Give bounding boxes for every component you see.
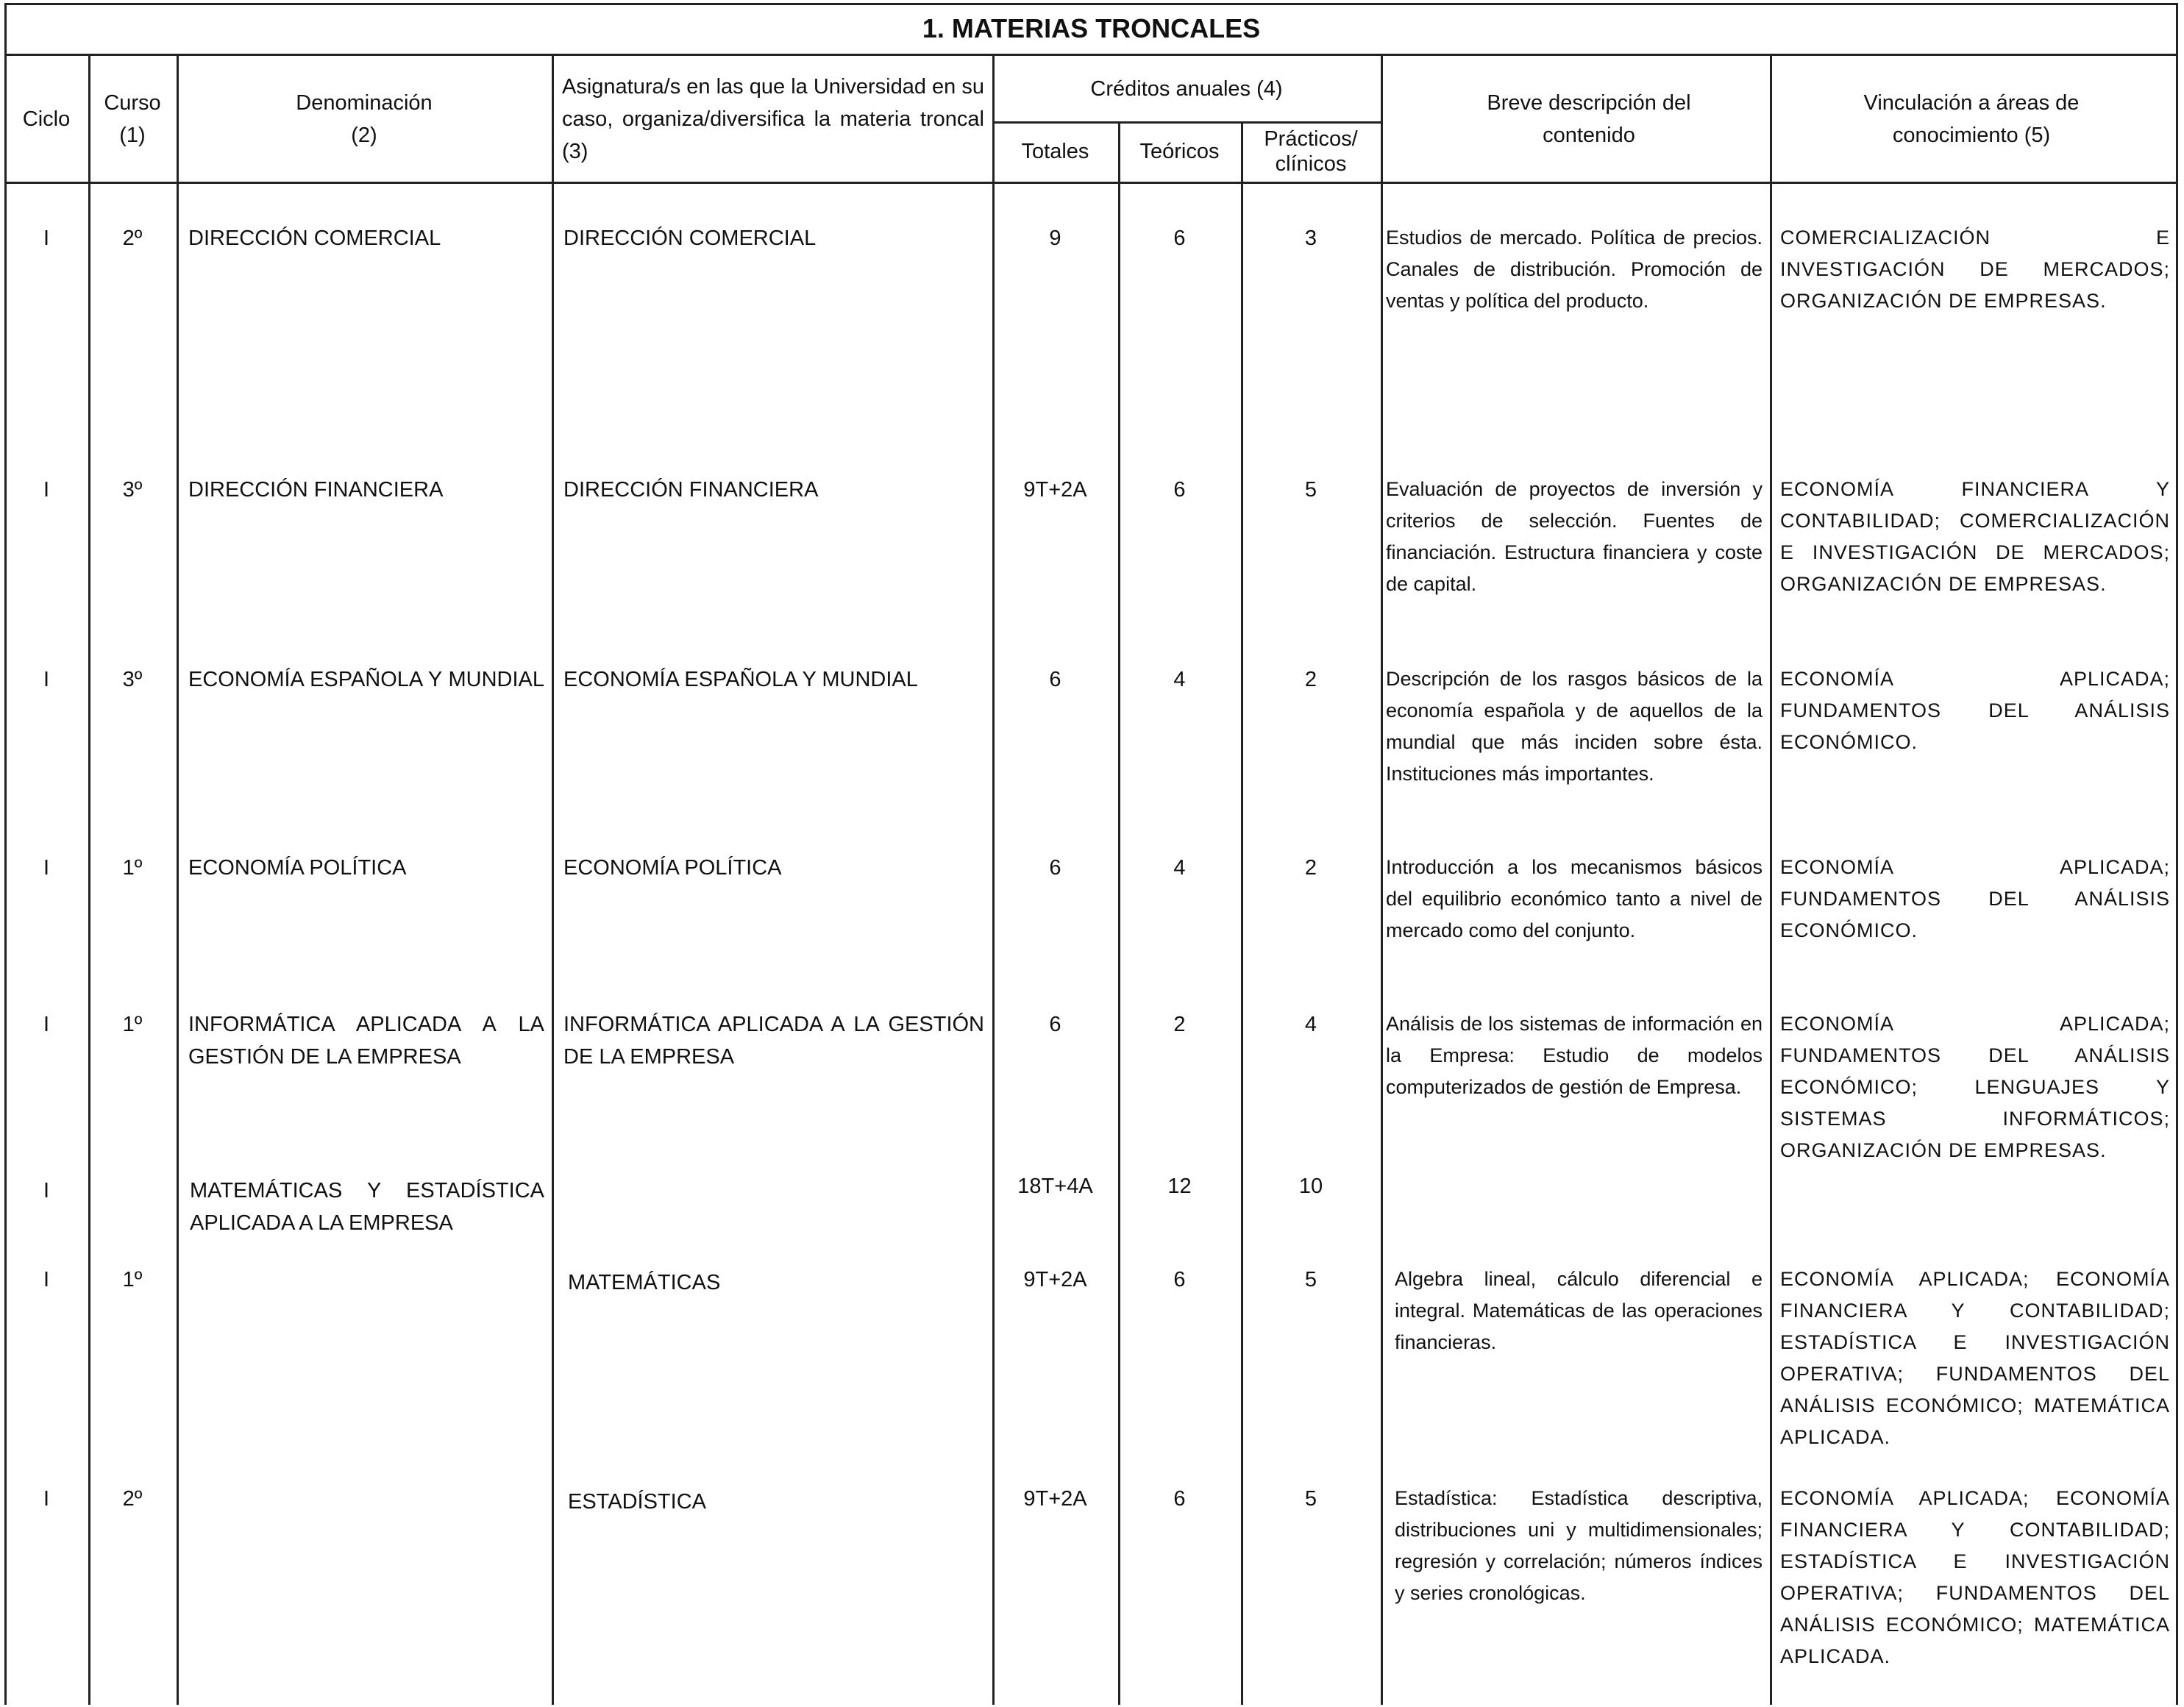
cell-vinculacion: ECONOMÍA APLICADA; ECONOMÍA FINANCIERA Y CONTABILIDAD; ESTADÍSTICA E INVESTIGACIÓN OPERATIVA; FUNDAMENTOS DEL ANÁLISIS ECONÓMICO; MATEMÁTICA APLICADA. — [1780, 1487, 2170, 1667]
cell-denominacion: ECONOMÍA ESPAÑOLA Y MUNDIAL — [188, 668, 544, 691]
cell-totales: 6 — [1049, 1013, 1061, 1036]
header-teoricos: Teóricos — [1139, 140, 1220, 163]
cell-denominacion: ECONOMÍA POLÍTICA — [188, 856, 407, 880]
header-vinculacion: Vinculación a áreas de conocimiento (5) — [1863, 90, 2080, 147]
cell-teoricos: 4 — [1173, 668, 1186, 691]
cell-curso: 3º — [122, 668, 143, 691]
header-totales: Totales — [1021, 140, 1089, 163]
cell-practicos: 4 — [1304, 1013, 1317, 1036]
header-denominacion-label: Denominación — [296, 90, 433, 115]
cell-totales: 6 — [1049, 856, 1061, 880]
header-curso-note: (1) — [119, 123, 146, 147]
column-divider-practicos — [1381, 56, 1383, 1705]
cell-practicos: 5 — [1304, 478, 1317, 502]
cell-practicos: 3 — [1304, 227, 1317, 250]
column-divider-totales — [1118, 121, 1120, 1705]
cell-teoricos: 4 — [1173, 856, 1186, 880]
cell-totales: 9T+2A — [1023, 1268, 1087, 1291]
header-curso — [88, 56, 177, 182]
cell-totales: 6 — [1049, 668, 1061, 691]
cell-teoricos: 6 — [1173, 1268, 1186, 1291]
cell-ciclo: I — [43, 478, 50, 502]
cell-vinculacion: COMERCIALIZACIÓN E INVESTIGACIÓN DE MERCADOS; ORGANIZACIÓN DE EMPRESAS. — [1780, 227, 2170, 312]
cell-totales: 18T+4A — [1017, 1175, 1093, 1198]
cell-vinculacion: ECONOMÍA APLICADA; FUNDAMENTOS DEL ANÁLISIS ECONÓMICO. — [1780, 856, 2170, 941]
cell-descripcion: Evaluación de proyectos de inversión y criterios de selección. Fuentes de financiación. Estructura financiera y coste de capital. — [1386, 478, 1763, 595]
cell-teoricos: 6 — [1173, 1487, 1186, 1511]
cell-asignatura: ESTADÍSTICA — [568, 1490, 706, 1514]
cell-descripcion: Estudios de mercado. Política de precios. Canales de distribución. Promoción de ventas y política del producto. — [1386, 227, 1763, 312]
cell-practicos: 5 — [1304, 1268, 1317, 1291]
cell-curso: 3º — [122, 478, 143, 502]
column-divider-descripcion — [1770, 56, 1772, 1705]
cell-vinculacion: ECONOMÍA FINANCIERA Y CONTABILIDAD; COMERCIALIZACIÓN E INVESTIGACIÓN DE MERCADOS; ORGANIZACIÓN DE EMPRESAS. — [1780, 478, 2170, 595]
cell-descripcion: Descripción de los rasgos básicos de la economía española y de aquellos de la mundial que más inciden sobre ésta. Instituciones más importantes. — [1386, 668, 1763, 785]
cell-denominacion: MATEMÁTICAS Y ESTADÍSTICA APLICADA A LA EMPRESA — [190, 1179, 544, 1235]
cell-denominacion: DIRECCIÓN COMERCIAL — [188, 227, 441, 250]
cell-curso: 2º — [122, 1487, 143, 1511]
column-divider-denominacion — [552, 56, 554, 1705]
cell-asignatura: ECONOMÍA POLÍTICA — [563, 856, 782, 880]
cell-ciclo: I — [43, 1487, 50, 1511]
cell-vinculacion: ECONOMÍA APLICADA; FUNDAMENTOS DEL ANÁLISIS ECONÓMICO. — [1780, 668, 2170, 753]
cell-practicos: 2 — [1304, 856, 1317, 880]
cell-curso: 1º — [122, 856, 143, 880]
cell-teoricos: 2 — [1173, 1013, 1186, 1036]
header-descripcion: Breve descripción del contenido — [1487, 90, 1691, 147]
cell-practicos: 5 — [1304, 1487, 1317, 1511]
cell-ciclo: I — [43, 1013, 50, 1036]
cell-curso: 1º — [122, 1268, 143, 1291]
header-ciclo: Ciclo — [22, 107, 71, 131]
cell-teoricos: 12 — [1167, 1175, 1192, 1198]
column-divider-curso — [177, 56, 179, 1705]
header-denominacion-note: (2) — [351, 123, 377, 147]
cell-totales: 9 — [1049, 227, 1061, 250]
cell-vinculacion: ECONOMÍA APLICADA; ECONOMÍA FINANCIERA Y CONTABILIDAD; ESTADÍSTICA E INVESTIGACIÓN OPERATIVA; FUNDAMENTOS DEL ANÁLISIS ECONÓMICO; MATEMÁTICA APLICADA. — [1780, 1268, 2170, 1448]
cell-descripcion: Análisis de los sistemas de información en la Empresa: Estudio de modelos computerizados de gestión de Empresa. — [1386, 1013, 1763, 1098]
cell-totales: 9T+2A — [1023, 478, 1087, 502]
cell-asignatura: DIRECCIÓN FINANCIERA — [563, 478, 819, 502]
cell-descripcion: Algebra lineal, cálculo diferencial e integral. Matemáticas de las operaciones financieras. — [1395, 1268, 1763, 1353]
header-asignatura: Asignatura/s en las que la Universidad en su caso, organiza/diversifica la materia troncal (3) — [562, 74, 984, 163]
cell-asignatura: MATEMÁTICAS — [568, 1271, 721, 1294]
cell-asignatura: ECONOMÍA ESPAÑOLA Y MUNDIAL — [563, 668, 918, 691]
cell-practicos: 10 — [1298, 1175, 1323, 1198]
cell-totales: 9T+2A — [1023, 1487, 1087, 1511]
header-practicos: Prácticos/ clínicos — [1264, 127, 1358, 176]
cell-ciclo: I — [43, 668, 50, 691]
cell-teoricos: 6 — [1173, 227, 1186, 250]
cell-practicos: 2 — [1304, 668, 1317, 691]
cell-curso: 2º — [122, 227, 143, 250]
cell-descripcion: Introducción a los mecanismos básicos del equilibrio económico tanto a nivel de mercado como del conjunto. — [1386, 856, 1763, 941]
cell-curso: 1º — [122, 1013, 143, 1036]
cell-ciclo: I — [43, 227, 50, 250]
column-divider-teoricos — [1241, 121, 1243, 1705]
cell-ciclo: I — [43, 856, 50, 880]
cell-ciclo: I — [43, 1268, 50, 1291]
cell-asignatura: INFORMÁTICA APLICADA A LA GESTIÓN DE LA EMPRESA — [563, 1013, 984, 1069]
cell-denominacion: INFORMÁTICA APLICADA A LA GESTIÓN DE LA EMPRESA — [188, 1013, 544, 1069]
page-title: 1. MATERIAS TRONCALES — [4, 3, 2178, 56]
header-creditos: Créditos anuales (4) — [1090, 76, 1283, 101]
cell-denominacion: DIRECCIÓN FINANCIERA — [188, 478, 444, 502]
cell-asignatura: DIRECCIÓN COMERCIAL — [563, 227, 817, 250]
cell-teoricos: 6 — [1173, 478, 1186, 502]
header-denominacion — [177, 56, 552, 182]
cell-descripcion: Estadística: Estadística descriptiva, distribuciones uni y multidimensionales; regresión y correlación; números índices y series cronológicas. — [1395, 1487, 1763, 1604]
cell-vinculacion: ECONOMÍA APLICADA; FUNDAMENTOS DEL ANÁLISIS ECONÓMICO; LENGUAJES Y SISTEMAS INFORMÁTICOS; ORGANIZACIÓN DE EMPRESAS. — [1780, 1013, 2170, 1161]
header-curso-label: Curso — [104, 90, 161, 115]
header-bottom-rule — [4, 182, 2178, 184]
cell-ciclo: I — [43, 1179, 50, 1202]
